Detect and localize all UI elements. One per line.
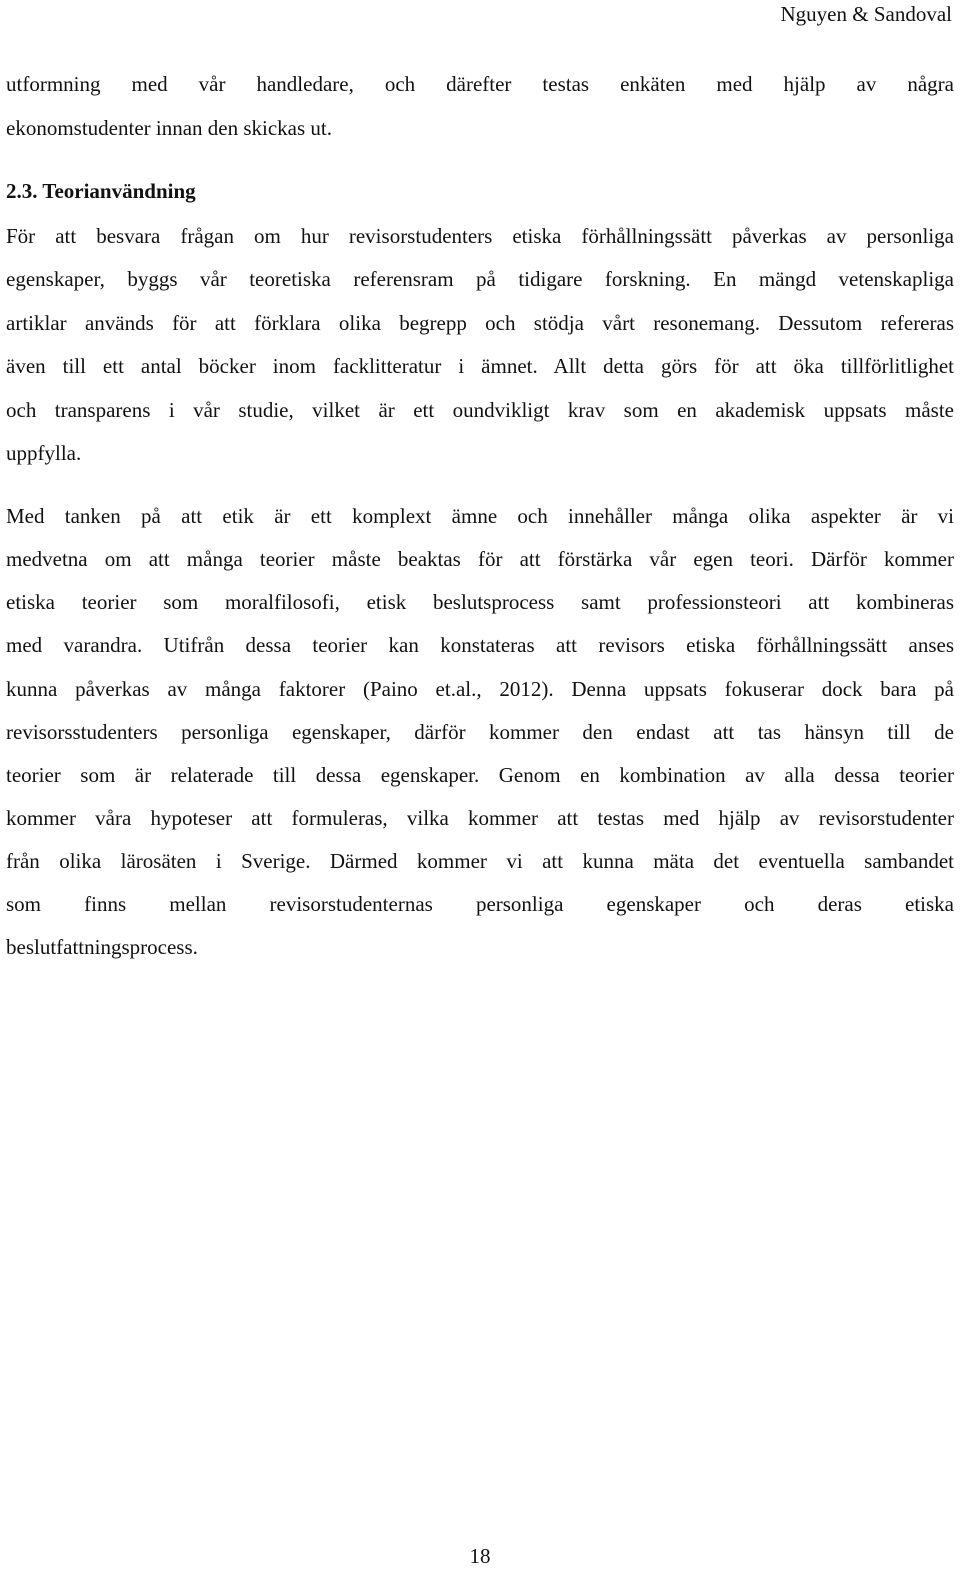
body-line: med varandra. Utifrån dessa teorier kan konstateras att revisors etiska förhållningssätt anses <box>6 633 954 657</box>
body-line: beslutfattningsprocess. <box>6 935 198 959</box>
body-line: ekonomstudenter innan den skickas ut. <box>6 116 333 140</box>
body-line: uppfylla. <box>6 441 82 465</box>
body-line: etiska teorier som moralfilosofi, etisk beslutsprocess samt professionsteori att kombineras <box>6 590 954 614</box>
body-line: kunna påverkas av många faktorer (Paino et.al., 2012). Denna uppsats fokuserar dock bara på <box>6 677 954 701</box>
body-line: medvetna om att många teorier måste beaktas för att förstärka vår egen teori. Därför kommer <box>6 547 954 571</box>
body-line: För att besvara frågan om hur revisorstudenters etiska förhållningssätt påverkas av personliga <box>6 224 954 248</box>
body-line: Med tanken på att etik är ett komplext ämne och innehåller många olika aspekter är vi <box>6 504 954 528</box>
body-line: utformning med vår handledare, och därefter testas enkäten med hjälp av några <box>6 72 954 96</box>
body-line: även till ett antal böcker inom facklitteratur i ämnet. Allt detta görs för att öka tillförlitlighet <box>6 354 954 378</box>
body-line: kommer våra hypoteser att formuleras, vilka kommer att testas med hjälp av revisorstudenter <box>6 806 954 830</box>
body-line: revisorsstudenters personliga egenskaper, därför kommer den endast att tas hänsyn till de <box>6 720 954 744</box>
page-number: 18 <box>469 1544 491 1568</box>
body-line: och transparens i vår studie, vilket är ett oundvikligt krav som en akademisk uppsats måste <box>6 398 954 422</box>
body-line: teorier som är relaterade till dessa egenskaper. Genom en kombination av alla dessa teorier <box>6 763 954 787</box>
body-line: från olika lärosäten i Sverige. Därmed kommer vi att kunna mäta det eventuella sambandet <box>6 849 954 873</box>
body-line: som finns mellan revisorstudenternas personliga egenskaper och deras etiska <box>6 892 954 916</box>
running-header: Nguyen & Sandoval <box>780 2 952 26</box>
section-heading: 2.3. Teorianvändning <box>6 179 196 203</box>
body-line: artiklar används för att förklara olika begrepp och stödja vårt resonemang. Dessutom refereras <box>6 311 954 335</box>
body-line: egenskaper, byggs vår teoretiska referensram på tidigare forskning. En mängd vetenskapliga <box>6 267 954 291</box>
